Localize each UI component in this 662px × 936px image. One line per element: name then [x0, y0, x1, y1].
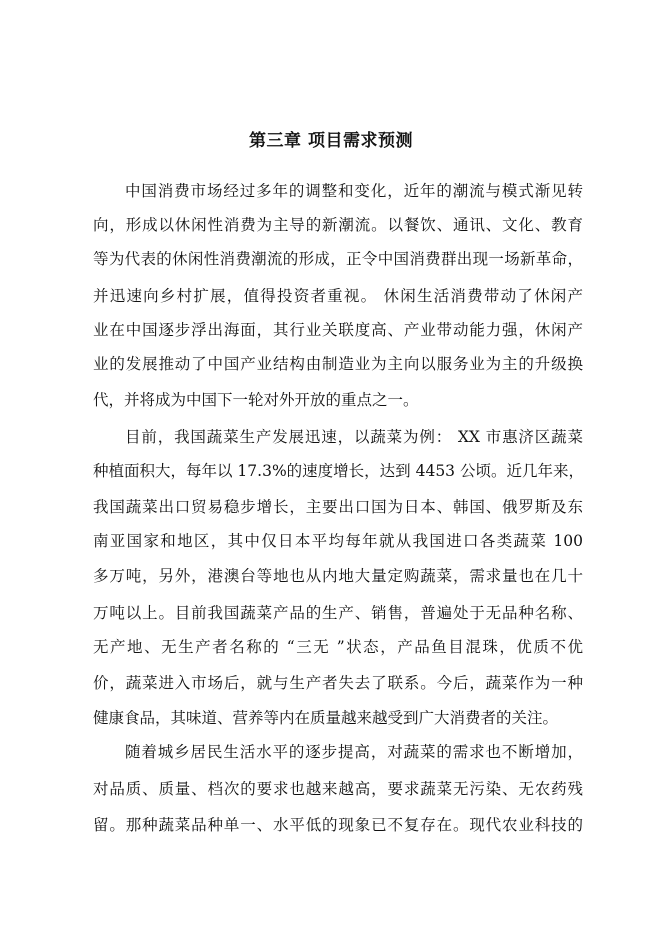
paragraph-1-line: 中国消费市场经过多年的调整和变化，近年的潮流与模式渐见转 [125, 182, 583, 200]
paragraph-1-line: 代，并将成为中国下一轮对外开放的重点之一。 [93, 391, 419, 409]
paragraph-2-line: 健康食品，其味道、营养等内在质量越来越受到广大消费者的关注。 [93, 709, 559, 727]
paragraph-1-line: 业在中国逐步浮出海面，其行业关联度高、产业带动能力强，休闲产 [93, 321, 583, 339]
paragraph-2-line: 无产地、无生产者名称的 “三无 ”状态，产品鱼目混珠，优质不优 [93, 638, 583, 656]
paragraph-3-line: 对品质、质量、档次的要求也越来越高，要求蔬菜无污染、无农药残 [93, 780, 583, 798]
paragraph-3-line: 随着城乡居民生活水平的逐步提高，对蔬菜的需求也不断增加， [125, 743, 583, 761]
paragraph-2-line: 我国蔬菜出口贸易稳步增长，主要出口国为日本、韩国、俄罗斯及东 [93, 498, 583, 516]
paragraph-2-line: 价，蔬菜进入市场后，就与生产者失去了联系。今后，蔬菜作为一种 [93, 674, 583, 692]
paragraph-2-line: 目前，我国蔬菜生产发展迅速，以蔬菜为例： XX 市惠济区蔬菜 [125, 428, 583, 446]
paragraph-2-line: 种植面积大，每年以 17.3%的速度增长，达到 4453 公顷。近几年来， [93, 462, 584, 480]
chapter-title: 第三章 项目需求预测 [249, 131, 413, 151]
paragraph-2-line: 多万吨，另外，港澳台等地也从内地大量定购蔬菜，需求量也在几十 [93, 567, 583, 585]
paragraph-1-line: 并迅速向乡村扩展，值得投资者重视。 休闲生活消费带动了休闲产 [93, 287, 583, 305]
paragraph-2-line: 南亚国家和地区，其中仅日本平均每年就从我国进口各类蔬菜 100 [93, 532, 583, 550]
paragraph-1-line: 向，形成以休闲性消费为主导的新潮流。以餐饮、通讯、文化、教育 [93, 216, 583, 234]
paragraph-3-line: 留。那种蔬菜品种单一、水平低的现象已不复存在。现代农业科技的 [93, 816, 583, 834]
paragraph-1-line: 等为代表的休闲性消费潮流的形成，正令中国消费群出现一场新革命， [93, 250, 583, 268]
paragraph-2-line: 万吨以上。目前我国蔬菜产品的生产、销售，普遍处于无品种名称、 [93, 604, 583, 622]
paragraph-1-line: 业的发展推动了中国产业结构由制造业为主向以服务业为主的升级换 [93, 355, 583, 373]
